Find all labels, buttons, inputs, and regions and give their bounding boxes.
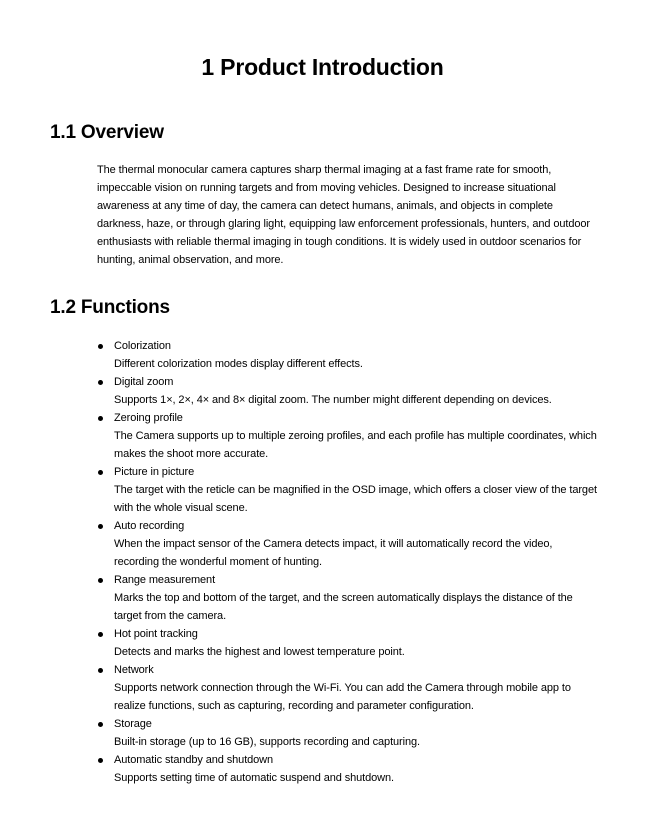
function-description: Different colorization modes display different effects. — [114, 358, 363, 370]
list-item — [97, 625, 597, 661]
function-name: Automatic standby and shutdown — [114, 754, 274, 766]
function-name: Auto recording — [114, 520, 185, 532]
function-name: Picture in picture — [114, 466, 195, 478]
function-name: Digital zoom — [114, 376, 174, 388]
list-item — [97, 409, 597, 463]
function-name: Zeroing profile — [114, 412, 183, 424]
function-name: Network — [114, 664, 154, 676]
bullet-icon — [98, 632, 103, 637]
function-description: Marks the top and bottom of the target, and the screen automatically displays the distance of the target from the camera. — [114, 592, 573, 622]
function-list — [97, 337, 597, 787]
function-description: Supports network connection through the Wi-Fi. You can add the Camera through mobile app to realize functions, such as capturing, recording and parameter configuration. — [114, 682, 571, 712]
bullet-icon — [98, 722, 103, 727]
function-description: When the impact sensor of the Camera detects impact, it will automatically record the video, recording the wonderful moment of hunting. — [114, 538, 553, 568]
function-description: The Camera supports up to multiple zeroing profiles, and each profile has multiple coordinates, which makes the shoot more accurate. — [114, 430, 597, 460]
bullet-icon — [98, 380, 103, 385]
list-item — [97, 751, 597, 787]
function-description: Detects and marks the highest and lowest temperature point. — [114, 646, 405, 658]
bullet-icon — [98, 578, 103, 583]
bullet-icon — [98, 758, 103, 763]
functions-heading: 1.2 Functions — [50, 297, 170, 318]
bullet-icon — [98, 344, 103, 349]
function-name: Storage — [114, 718, 152, 730]
list-item — [97, 571, 597, 625]
bullet-icon — [98, 668, 103, 673]
function-description: Supports 1×, 2×, 4× and 8× digital zoom. The number might different depending on devices. — [114, 394, 552, 406]
overview-paragraph: The thermal monocular camera captures sharp thermal imaging at a fast frame rate for smooth, impeccable vision on running targets and from moving vehicles. Designed to increase situational awareness at any time of day, the camera can detect humans, animals, and objects in complete darkness, haze, or through glaring light, equipping law enforcement professionals, hunters, and outdoor enthusiasts with reliable thermal imaging in tough conditions. It is widely used in outdoor scenarios for hunting, animal observation, and more. — [97, 164, 590, 266]
page-title: 1 Product Introduction — [201, 54, 444, 80]
list-item — [97, 373, 597, 409]
list-item — [97, 661, 597, 715]
overview-heading: 1.1 Overview — [50, 122, 164, 143]
function-description: The target with the reticle can be magnified in the OSD image, which offers a closer view of the target with the whole visual scene. — [114, 484, 597, 514]
function-description: Built-in storage (up to 16 GB), supports recording and capturing. — [114, 736, 420, 748]
list-item — [97, 715, 597, 751]
list-item — [97, 337, 597, 373]
bullet-icon — [98, 524, 103, 529]
bullet-icon — [98, 416, 103, 421]
function-name: Range measurement — [114, 574, 216, 586]
function-name: Colorization — [114, 340, 171, 352]
bullet-icon — [98, 470, 103, 475]
function-name: Hot point tracking — [114, 628, 198, 640]
function-description: Supports setting time of automatic suspend and shutdown. — [114, 772, 394, 784]
list-item — [97, 463, 597, 517]
list-item — [97, 517, 597, 571]
